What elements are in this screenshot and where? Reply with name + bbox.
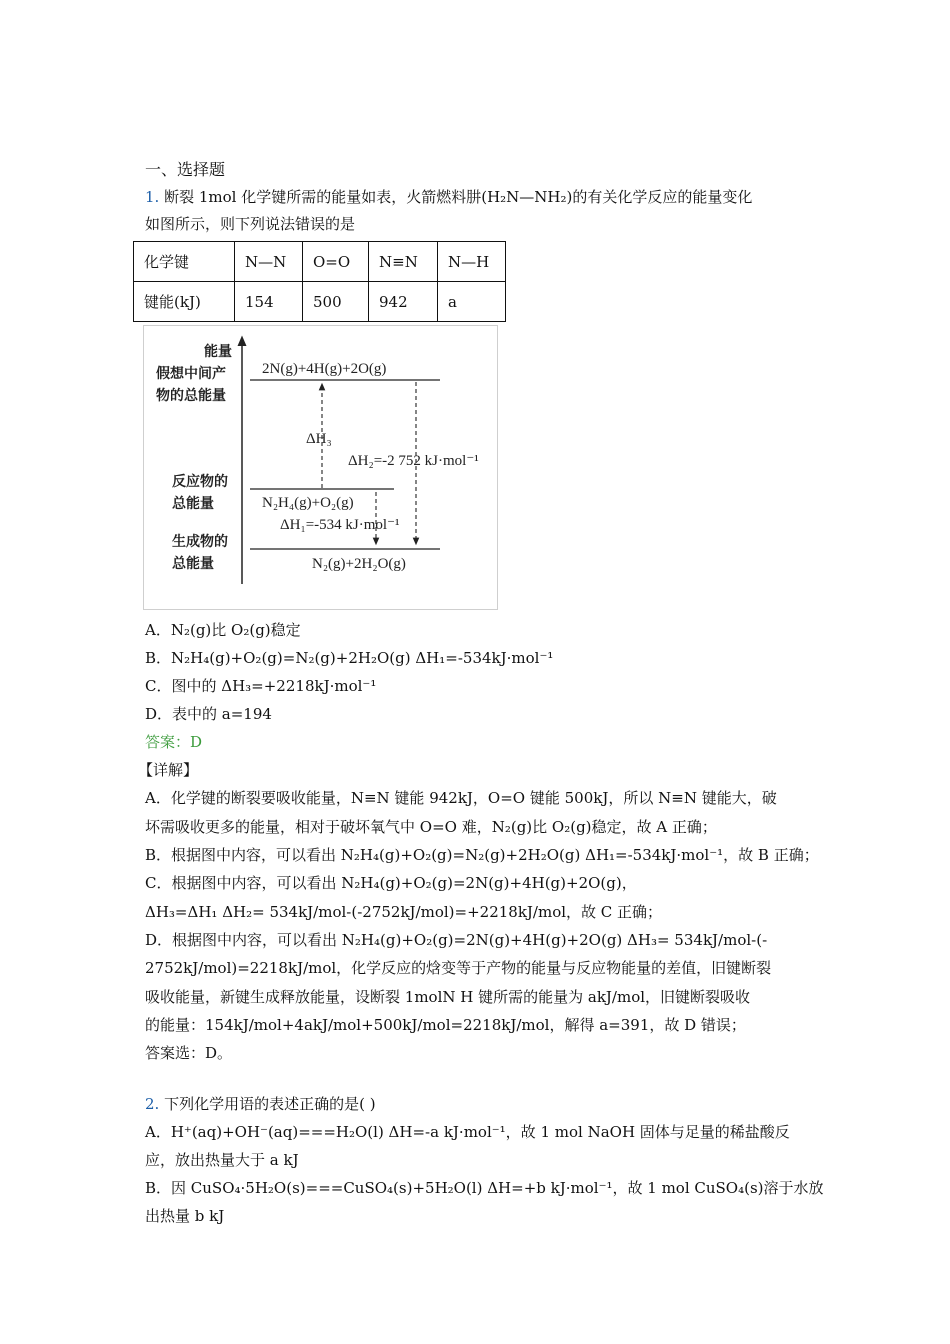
detail-line: 答案选：D。 — [145, 1044, 233, 1062]
question-2-stem — [145, 1094, 376, 1114]
table-header-cell: N—N — [235, 242, 303, 282]
mid-level-label-2: 总能量 — [172, 496, 214, 512]
answer: 答案：D — [145, 733, 203, 751]
q2-option-line: 应，放出热量大于 a kJ — [145, 1151, 299, 1169]
detail-line: 吸收能量，新键生成释放能量，设断裂 1molN H 键所需的能量为 akJ/mol，旧键断裂吸收 — [145, 988, 751, 1006]
top-species: 2N(g)+4H(g)+2O(g) — [262, 361, 387, 377]
table-header-cell: N—H — [438, 242, 506, 282]
question-1-stem-line-2: 如图所示，则下列说法错误的是 — [145, 215, 356, 233]
bottom-level-label-1: 生成物的 — [172, 534, 228, 550]
detail-line: D．根据图中内容，可以看出 N₂H₄(g)+O₂(g)=2N(g)+4H(g)+2O(g) ΔH₃= 534kJ/mol-(- — [145, 931, 768, 949]
detail-line: C．根据图中内容，可以看出 N₂H₄(g)+O₂(g)=2N(g)+4H(g)+2O(g)， — [145, 874, 637, 892]
option-c: C．图中的 ΔH₃=+2218kJ·mol⁻¹ — [145, 677, 377, 695]
top-level-label-1: 假想中间产 — [156, 366, 226, 382]
mid-level-label-1: 反应物的 — [172, 474, 228, 490]
table-header-cell: N≡N — [369, 242, 438, 282]
q2-option-line: A．H⁺(aq)+OH⁻(aq)===H₂O(l) ΔH=-a kJ·mol⁻¹，故 1 mol NaOH 固体与足量的稀盐酸反 — [145, 1123, 790, 1141]
question-1-stem-line-1 — [145, 187, 752, 207]
table-cell: 键能(kJ) — [134, 282, 235, 322]
table-cell: a — [438, 282, 506, 322]
table-cell: 942 — [369, 282, 438, 322]
table-cell: 154 — [235, 282, 303, 322]
table-header-cell: 化学键 — [134, 242, 235, 282]
dh3-label: ΔH₃ — [306, 431, 332, 447]
top-level-label-2: 物的总能量 — [156, 388, 226, 404]
detail-header: 【详解】 — [138, 761, 199, 779]
reactant-species: N₂H₄(g)+O₂(g) — [262, 495, 354, 511]
option-d: D．表中的 a=194 — [145, 705, 272, 723]
question-1-stem-text: 断裂 1mol 化学键所需的能量如表，火箭燃料肼(H₂N—NH₂)的有关化学反应的能量变化 — [164, 188, 753, 206]
question-2-number: 2. — [145, 1095, 160, 1113]
energy-diagram — [143, 325, 498, 610]
table-cell: 500 — [303, 282, 369, 322]
option-a: A．N₂(g)比 O₂(g)稳定 — [145, 621, 301, 639]
option-b: B．N₂H₄(g)+O₂(g)=N₂(g)+2H₂O(g) ΔH₁=-534kJ·mol⁻¹ — [145, 649, 554, 667]
detail-line: B．根据图中内容，可以看出 N₂H₄(g)+O₂(g)=N₂(g)+2H₂O(g) ΔH₁=-534kJ·mol⁻¹，故 B 正确； — [145, 846, 819, 864]
detail-line: 坏需吸收更多的能量，相对于破坏氧气中 O=O 难，N₂(g)比 O₂(g)稳定，故 A 正确； — [145, 818, 717, 836]
section-title: 一、选择题 — [145, 160, 226, 179]
product-species: N₂(g)+2H₂O(g) — [312, 556, 406, 572]
question-2-stem-text: 下列化学用语的表述正确的是( ) — [164, 1095, 376, 1113]
bond-energy-table — [133, 241, 506, 322]
q2-option-line: 出热量 b kJ — [145, 1207, 225, 1225]
question-1-number: 1. — [145, 188, 160, 206]
detail-line: 的能量：154kJ/mol+4akJ/mol+500kJ/mol=2218kJ/mol，解得 a=391，故 D 错误； — [145, 1016, 746, 1034]
detail-line: 2752kJ/mol)=2218kJ/mol，化学反应的焓变等于产物的能量与反应物能量的差值，旧键断裂 — [145, 959, 772, 977]
bottom-level-label-2: 总能量 — [172, 556, 214, 572]
table-header-cell: O=O — [303, 242, 369, 282]
table-row — [134, 242, 506, 282]
y-axis-label: 能量 — [204, 344, 232, 360]
dh1-label: ΔH₁=-534 kJ·mol⁻¹ — [280, 517, 400, 533]
table-row — [134, 282, 506, 322]
detail-line: ΔH₃=ΔH₁ ΔH₂= 534kJ/mol-(-2752kJ/mol)=+2218kJ/mol，故 C 正确； — [145, 903, 663, 921]
q2-option-line: B．因 CuSO₄·5H₂O(s)===CuSO₄(s)+5H₂O(l) ΔH=+b kJ·mol⁻¹，故 1 mol CuSO₄(s)溶于水放 — [145, 1179, 824, 1197]
detail-line: A．化学键的断裂要吸收能量，N≡N 键能 942kJ，O=O 键能 500kJ，所以 N≡N 键能大，破 — [145, 789, 777, 807]
dh2-label: ΔH₂=-2 752 kJ·mol⁻¹ — [348, 453, 479, 469]
